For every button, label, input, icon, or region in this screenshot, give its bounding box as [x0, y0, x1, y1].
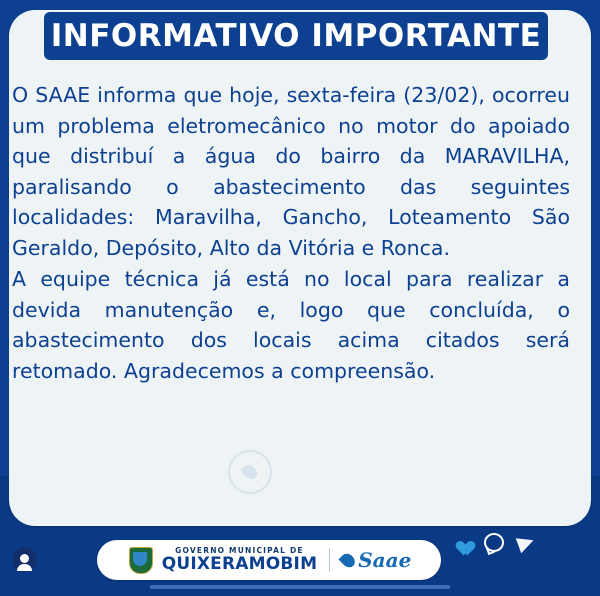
coat-of-arms-icon — [127, 545, 153, 575]
crest-inner — [133, 552, 147, 566]
page-title — [44, 12, 548, 60]
comment-bubble-icon[interactable] — [484, 533, 504, 552]
page-title-text: INFORMATIVO IMPORTANTE — [50, 18, 542, 54]
social-actions — [453, 533, 534, 552]
send-icon[interactable] — [516, 532, 537, 553]
water-drop-shape — [240, 462, 260, 482]
government-logo — [162, 547, 318, 574]
announcement-body — [12, 80, 570, 386]
saae-logo — [342, 548, 411, 572]
heart-icon[interactable] — [453, 535, 470, 551]
home-indicator — [150, 585, 450, 589]
saae-label: Saae — [358, 548, 412, 572]
poster-footer — [0, 526, 600, 596]
person-glyph — [20, 554, 29, 563]
saae-drop-icon — [339, 550, 358, 569]
water-drop-icon — [228, 450, 272, 494]
announcement-paragraph-1: O SAAE informa que hoje, sexta-feira (23/02), ocorreu um problema eletromecânico no motor do apoiado que distribuí a água do bairro da MARAVILHA, paralisando o abastecimento das seguintes localidades: Maravilha, Gancho, Loteamento São Geraldo, Depósito, Alto da Vitória e Ronca. — [12, 83, 570, 260]
logo-bar — [97, 540, 441, 580]
government-city-label: QUIXERAMOBIM — [161, 554, 318, 575]
person-icon[interactable] — [12, 547, 37, 572]
announcement-paragraph-2: A equipe técnica já está no local para realizar a devida manutenção e, logo que concluída, o abastecimento dos locais acima citados será retomado. Agradecemos a compreensão. — [12, 267, 570, 383]
logo-divider — [329, 548, 330, 572]
government-top-label: GOVERNO MUNICIPAL DE — [175, 545, 304, 555]
